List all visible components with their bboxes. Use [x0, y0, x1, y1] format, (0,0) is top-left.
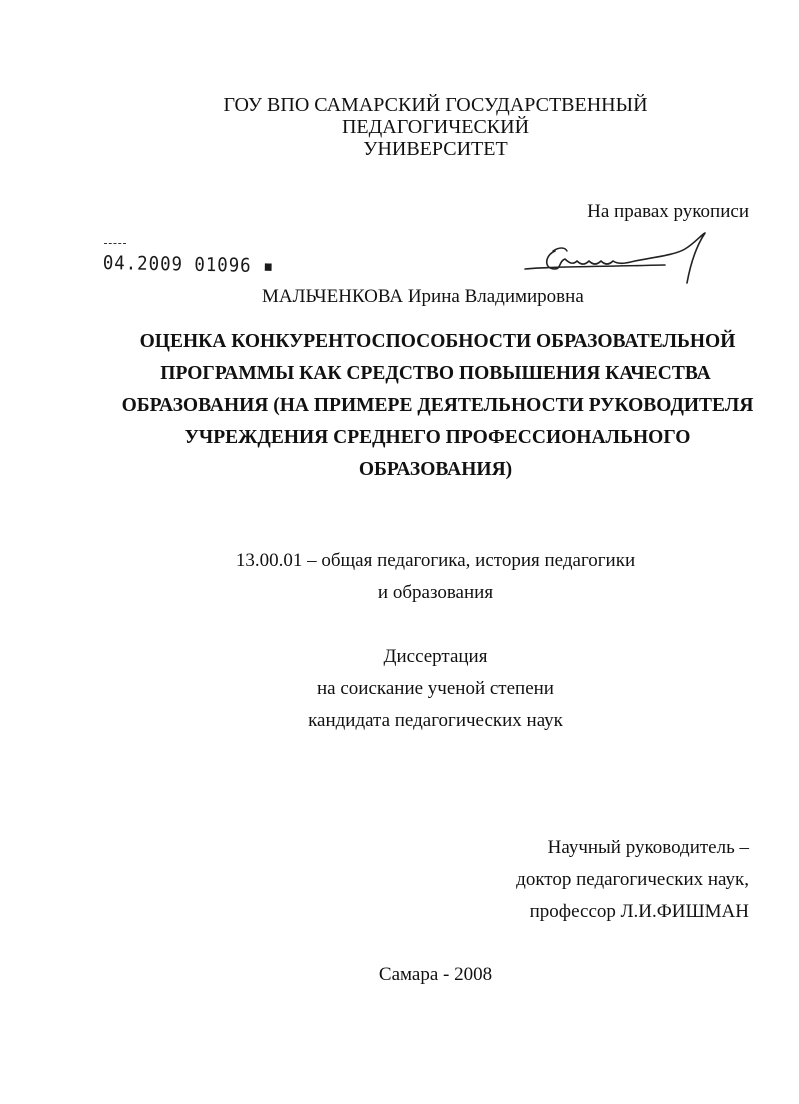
manuscript-note: На правах рукописи — [587, 201, 749, 222]
stamp-dots — [104, 243, 126, 246]
degree-line-1: Диссертация — [383, 646, 488, 667]
stamp-number: 04.2009 01096 ▪ — [102, 252, 275, 278]
title-line-5: ОБРАЗОВАНИЯ) — [358, 459, 513, 480]
signature-image — [515, 225, 720, 285]
institution-line-3: УНИВЕРСИТЕТ — [363, 138, 508, 160]
author-name: МАЛЬЧЕНКОВА Ирина Владимировна — [262, 286, 584, 307]
specialty-line-2: и образования — [377, 582, 494, 603]
degree-line-3: кандидата педагогических наук — [308, 710, 563, 731]
supervisor-line-1: Научный руководитель – — [547, 837, 749, 858]
degree-line-2: на соискание ученой степени — [317, 678, 554, 699]
supervisor-line-3: профессор Л.И.ФИШМАН — [529, 901, 749, 922]
specialty-line-1: 13.00.01 – общая педагогика, история педагогики — [235, 550, 636, 571]
title-line-1: ОЦЕНКА КОНКУРЕНТОСПОСОБНОСТИ ОБРАЗОВАТЕЛЬНОЙ — [139, 331, 736, 352]
place-year: Самара - 2008 — [378, 964, 493, 985]
institution-line-2: ПЕДАГОГИЧЕСКИЙ — [341, 116, 530, 138]
supervisor-line-2: доктор педагогических наук, — [516, 869, 749, 890]
title-line-2: ПРОГРАММЫ КАК СРЕДСТВО ПОВЫШЕНИЯ КАЧЕСТВА — [160, 363, 711, 384]
institution-line-1: ГОУ ВПО САМАРСКИЙ ГОСУДАРСТВЕННЫЙ — [223, 94, 648, 116]
title-line-3: ОБРАЗОВАНИЯ (НА ПРИМЕРЕ ДЕЯТЕЛЬНОСТИ РУКОВОДИТЕЛЯ — [121, 395, 754, 416]
title-line-4: УЧРЕЖДЕНИЯ СРЕДНЕГО ПРОФЕССИОНАЛЬНОГО — [184, 427, 691, 448]
